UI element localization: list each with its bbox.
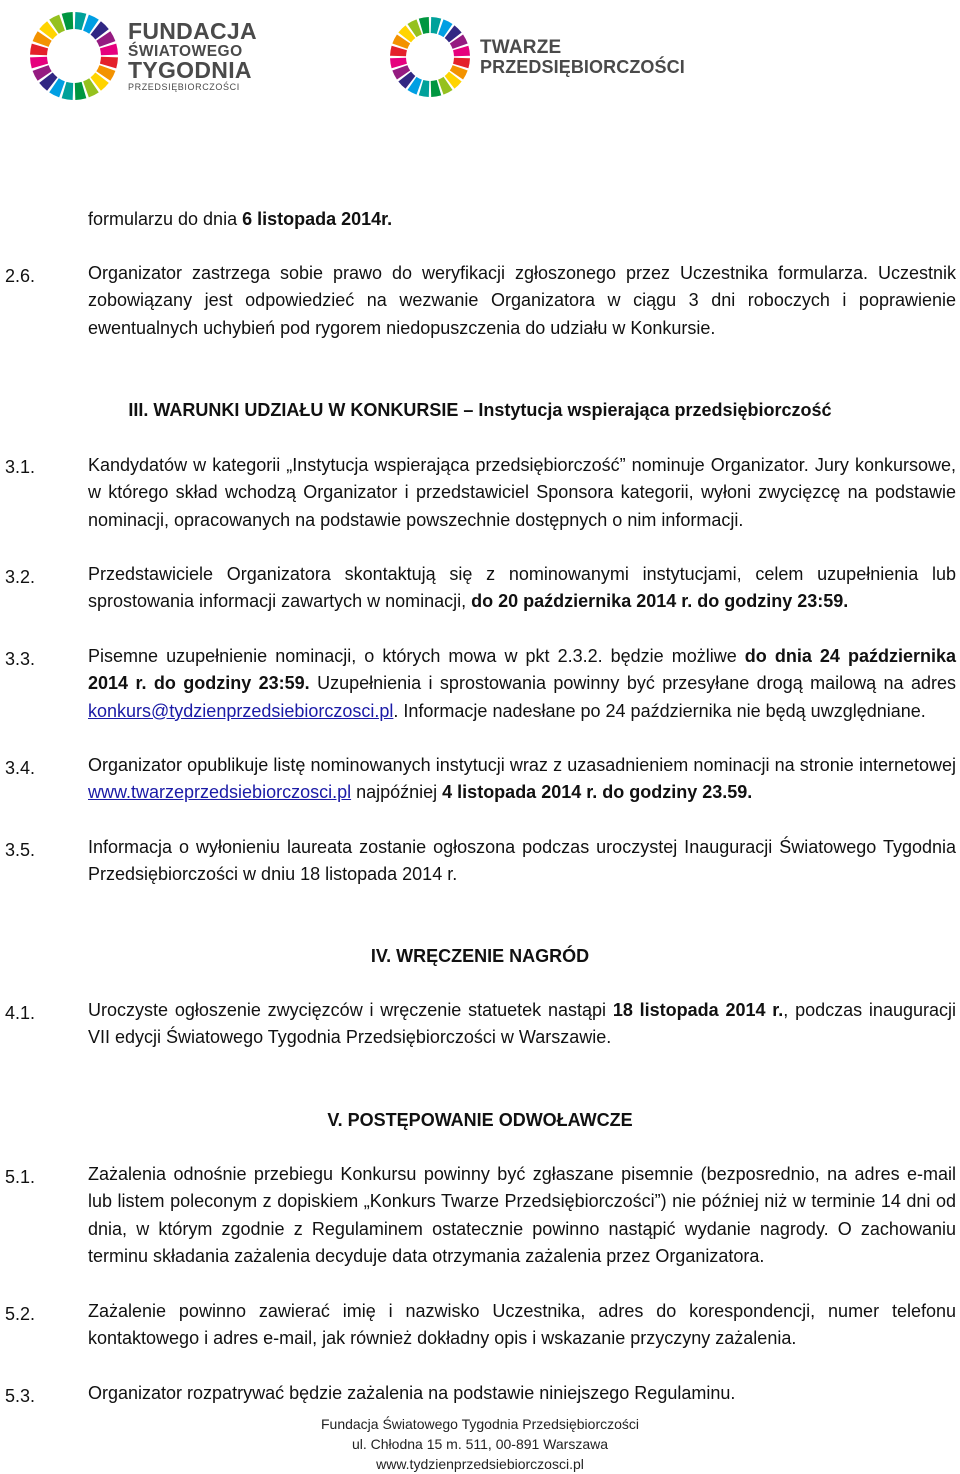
item-3-2-text: Przedstawiciele Organizatora skontaktują się z nominowanymi instytucjami, celem uzupełnienia lub sprostowania informacji zawartych w nominacji, do 20 października 2014 r. do godziny 23:59. (88, 564, 956, 612)
footer-website: www.tydzienprzedsiebiorczosci.pl (376, 1456, 584, 1472)
item-number: 3.5. (5, 840, 36, 860)
item-number: 5.2. (5, 1304, 36, 1324)
page-footer (0, 1414, 960, 1474)
item-3-4-text: Organizator opublikuje listę nominowanych instytucji wraz z uzasadnieniem nominacji na stronie internetowej www.twarzeprzedsiebiorczosci.pl najpóźniej 4 listopada 2014 r. do godziny 23.59. (88, 755, 956, 803)
item-4-1-text: Uroczyste ogłoszenie zwycięzców i wręczenie statuetek nastąpi 18 listopada 2014 r., podczas inauguracji VII edycji Światowego Tygodnia Przedsiębiorczości w Warszawie. (88, 1000, 956, 1048)
item-5-1-text: Zażalenia odnośnie przebiegu Konkursu powinny być zgłaszane pisemnie (bezposrednio, na adres e-mail lub listem poleconym z dopiskiem „Konkurs Twarze Przedsiębiorczości”) nie później niż w terminie 14 dni od dnia, w którym zgodnie z Regulaminem ostatecznie powinno nastąpić wydanie nagrody. O zachowaniu terminu składania zażalenia decyduje data otrzymania zażalenia przez Organizatora. (88, 1164, 956, 1266)
logo-ring-icon (388, 15, 472, 99)
email-link[interactable]: konkurs@tydzienprzedsiebiorczosci.pl (88, 700, 394, 721)
item-number: 5.1. (5, 1167, 36, 1187)
logo-fundacja (28, 8, 257, 104)
item-5-3-text: Organizator rozpatrywać będzie zażalenia na podstawie niniejszego Regulaminu. (88, 1383, 736, 1403)
item-number: 5.3. (5, 1386, 36, 1406)
item-3-3-text: Pisemne uzupełnienie nominacji, o których mowa w pkt 2.3.2. będzie możliwe do dnia 24 października 2014 r. do godziny 23:59. Uzupełnienia i sprostowania powinny być przesyłane drogą mailową na adres konkurs@tydzienprzedsiebiorczosci.pl. Informacje nadesłane po 24 października nie będą uwzględniane. (88, 646, 956, 721)
footer-address: ul. Chłodna 15 m. 511, 00-891 Warszawa (351, 1436, 609, 1452)
website-link[interactable]: www.twarzeprzedsiebiorczosci.pl (88, 782, 352, 803)
item-3-1-text: Kandydatów w kategorii „Instytucja wspierająca przedsiębiorczość” nominuje Organizator. Jury konkursowe, w którego skład wchodzą Organizator i przedstawiciel Sponsora kategorii, wyłoni zwycięzcę na podstawie nominacji, opracowanych na podstawie powszechnie dostępnych o nim informacji. (88, 455, 956, 530)
item-5-2-text: Zażalenie powinno zawierać imię i nazwisko Uczestnika, adres do korespondencji, numer telefonu kontaktowego i adres e-mail, jak również dokładny opis i wskazanie przyczyny zażalenia. (88, 1301, 956, 1349)
item-2-6-text: Organizator zastrzega sobie prawo do weryfikacji zgłoszonego przez Uczestnika formularza. Uczestnik zobowiązany jest odpowiedzieć na wezwanie Organizatora w ciągu 3 dni roboczych i poprawienie ewentualnych uchybień pod rygorem niedopuszczenia do udziału w Konkursie. (88, 263, 956, 338)
item-number: 2.6. (5, 266, 36, 286)
section-heading-iv: IV. WRĘCZENIE NAGRÓD (370, 946, 590, 966)
logo-twarze (388, 14, 685, 100)
item-3-5-text: Informacja o wyłonieniu laureata zostanie ogłoszona podczas uroczystej Inauguracji Światowego Tygodnia Przedsiębiorczości w dniu 18 listopada 2014 r. (88, 837, 956, 885)
item-number: 3.1. (5, 457, 36, 477)
footer-org-name: Fundacja Światowego Tygodnia Przedsiębiorczości (320, 1416, 640, 1432)
item-number: 3.3. (5, 649, 36, 669)
item-number: 3.2. (5, 567, 36, 587)
logo-fundacja-text: FUNDACJA ŚWIATOWEGO TYGODNIA PRZEDSIĘBIORCZOŚCI (128, 18, 257, 92)
section-heading-iii: III. WARUNKI UDZIAŁU W KONKURSIE – Instytucja wspierająca przedsiębiorczość (128, 400, 832, 420)
logo-ring-icon (28, 10, 120, 102)
item-number: 4.1. (5, 1003, 36, 1023)
item-number: 3.4. (5, 758, 36, 778)
carry-over-line: formularzu do dnia 6 listopada 2014r. (88, 209, 393, 229)
section-heading-v: V. POSTĘPOWANIE ODWOŁAWCZE (327, 1110, 633, 1130)
logo-twarze-text: TWARZE PRZEDSIĘBIORCZOŚCI (480, 37, 685, 77)
